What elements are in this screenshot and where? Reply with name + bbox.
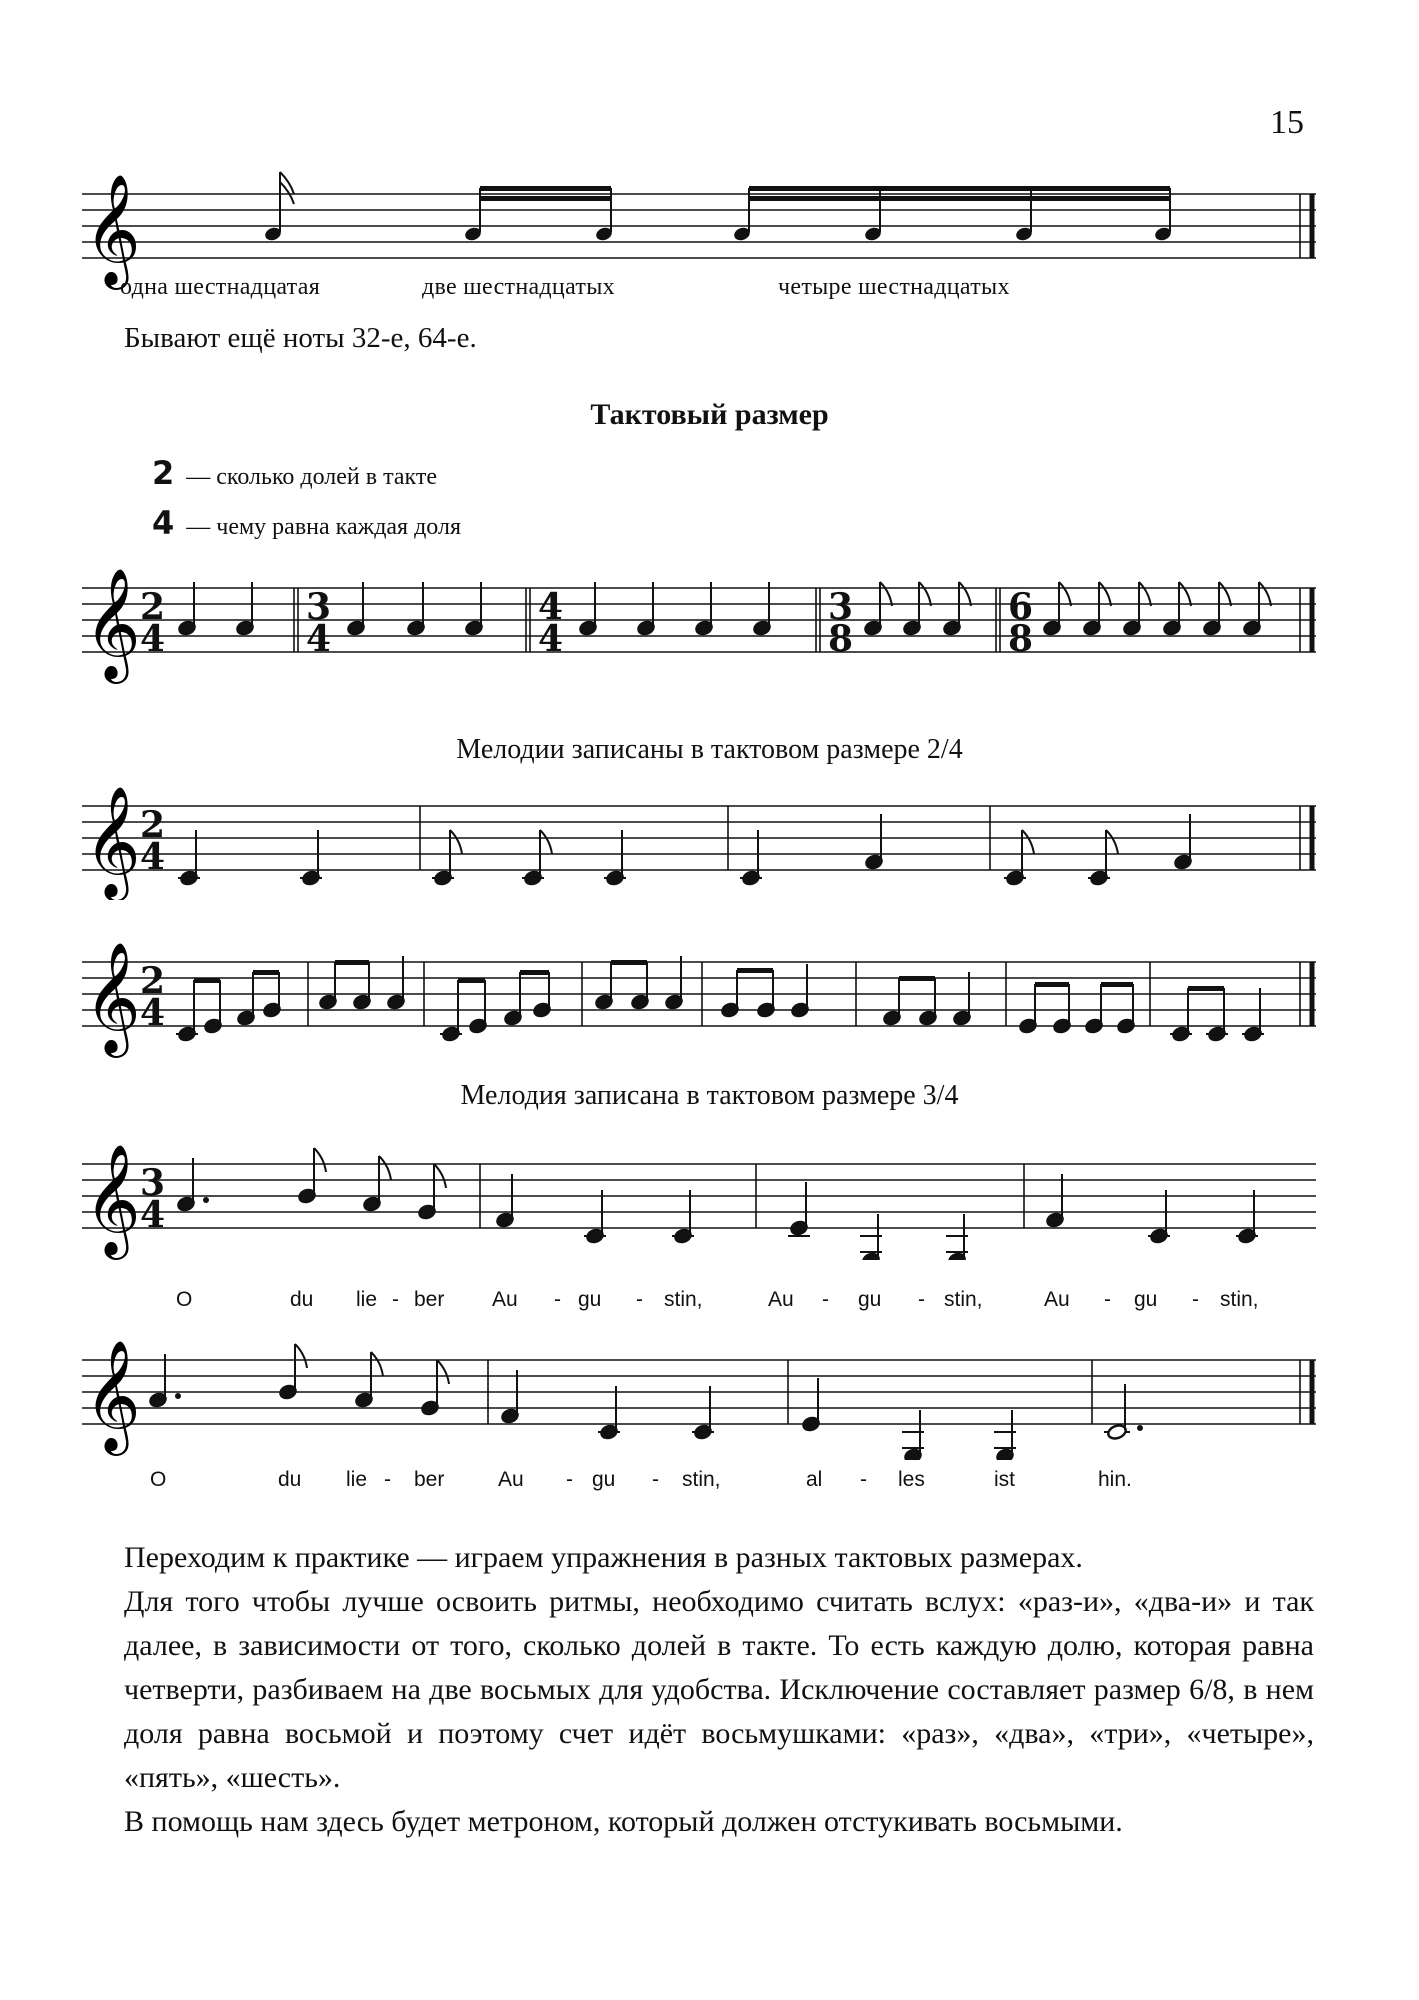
lyric-2-9: stin, — [682, 1468, 721, 1491]
paragraph-2: Для того чтобы лучше освоить ритмы, необходимо считать вслух: «раз-и», «два-и» и так далее, в зависимости от того, сколько долей в такте. То есть каждую долю, которая равна четверти, разбиваем на две восьмых для удобства. Исключение составляет размер 6/8, в нем доля равна восьмой и поэтому счет идёт восьмушками: «раз», «два», «три», «четыре», «пять», «шесть». — [124, 1585, 1314, 1794]
svg-text:2: 2 — [140, 586, 166, 628]
lyric-2-14: hin. — [1098, 1468, 1132, 1491]
lyric-2-3: - — [384, 1468, 391, 1491]
lyric-1-3: - — [392, 1288, 399, 1311]
lyric-2-8: - — [652, 1468, 659, 1491]
caption-two-sixteenths: две шестнадцатых — [422, 274, 615, 300]
svg-text:8: 8 — [1008, 618, 1034, 660]
lyric-2-10: al — [806, 1468, 823, 1491]
svg-text:3: 3 — [306, 586, 332, 628]
treble-clef-icon: 𝄞 — [84, 1339, 141, 1451]
lyric-1-1: du — [290, 1288, 314, 1311]
svg-text:4: 4 — [538, 618, 564, 660]
svg-text:4: 4 — [140, 1194, 166, 1236]
section-title: Тактовый размер — [590, 398, 829, 431]
lyric-2-2: lie — [346, 1468, 368, 1491]
svg-text:3: 3 — [140, 1162, 166, 1204]
lyric-1-9: stin, — [664, 1288, 703, 1311]
svg-text:6: 6 — [1008, 586, 1034, 628]
svg-text:4: 4 — [140, 992, 166, 1034]
ts-top-text: — сколько долей в такте — [186, 464, 438, 490]
extra-note-text: Бывают ещё ноты 32-е, 64-е. — [124, 322, 477, 354]
svg-text:3: 3 — [828, 586, 854, 628]
lyric-2-0: O — [150, 1468, 167, 1491]
treble-clef-icon: 𝄞 — [84, 785, 141, 897]
page-number: 15 — [1270, 104, 1304, 141]
lyric-1-0: O — [176, 1288, 193, 1311]
svg-text:4: 4 — [140, 618, 166, 660]
lyric-2-4: ber — [414, 1468, 445, 1491]
lyric-1-18: - — [1192, 1288, 1199, 1311]
caption-3-4: Мелодия записана в тактовом размере 3/4 — [460, 1080, 959, 1111]
lyric-1-2: lie — [356, 1288, 378, 1311]
svg-text:8: 8 — [828, 618, 854, 660]
treble-clef-icon: 𝄞 — [84, 941, 141, 1053]
lyric-1-15: Au — [1044, 1288, 1070, 1311]
caption-one-sixteenth: одна шестнадцатая — [120, 274, 321, 300]
svg-text:4: 4 — [538, 586, 564, 628]
svg-text:2: 2 — [140, 804, 166, 846]
lyric-1-6: - — [554, 1288, 561, 1311]
lyric-1-8: - — [636, 1288, 643, 1311]
paragraph-3: В помощь нам здесь будет метроном, который должен отстукивать восьмыми. — [124, 1805, 1123, 1838]
lyric-1-19: stin, — [1220, 1288, 1259, 1311]
treble-clef-icon: 𝄞 — [84, 567, 141, 679]
lyric-2-11: - — [860, 1468, 867, 1491]
lyric-2-12: les — [898, 1468, 925, 1491]
treble-clef-icon: 𝄞 — [84, 1143, 141, 1255]
svg-text:4: 4 — [140, 836, 166, 878]
lyric-2-7: gu — [592, 1468, 616, 1491]
lyric-1-5: Au — [492, 1288, 518, 1311]
lyric-1-17: gu — [1134, 1288, 1158, 1311]
lyric-1-16: - — [1104, 1288, 1111, 1311]
lyric-2-1: du — [278, 1468, 302, 1491]
lyric-1-12: gu — [858, 1288, 882, 1311]
lyric-1-11: - — [822, 1288, 829, 1311]
lyric-2-5: Au — [498, 1468, 524, 1491]
paragraph-1: Переходим к практике — играем упражнения в разных тактовых размерах. — [124, 1541, 1083, 1574]
lyric-2-13: ist — [994, 1468, 1015, 1491]
ts-bottom-digit: 4 — [152, 504, 175, 542]
svg-text:2: 2 — [140, 960, 166, 1002]
lyric-2-6: - — [566, 1468, 573, 1491]
lyric-1-10: Au — [768, 1288, 794, 1311]
caption-four-sixteenths: четыре шестнадцатых — [778, 274, 1010, 300]
treble-clef-icon: 𝄞 — [84, 173, 141, 285]
svg-text:4: 4 — [306, 618, 332, 660]
lyric-1-13: - — [918, 1288, 925, 1311]
caption-2-4: Мелодии записаны в тактовом размере 2/4 — [456, 734, 963, 765]
lyric-1-4: ber — [414, 1288, 445, 1311]
lyric-1-7: gu — [578, 1288, 602, 1311]
lyric-1-14: stin, — [944, 1288, 983, 1311]
ts-bottom-text: — чему равна каждая доля — [186, 514, 461, 540]
ts-top-digit: 2 — [152, 454, 175, 492]
